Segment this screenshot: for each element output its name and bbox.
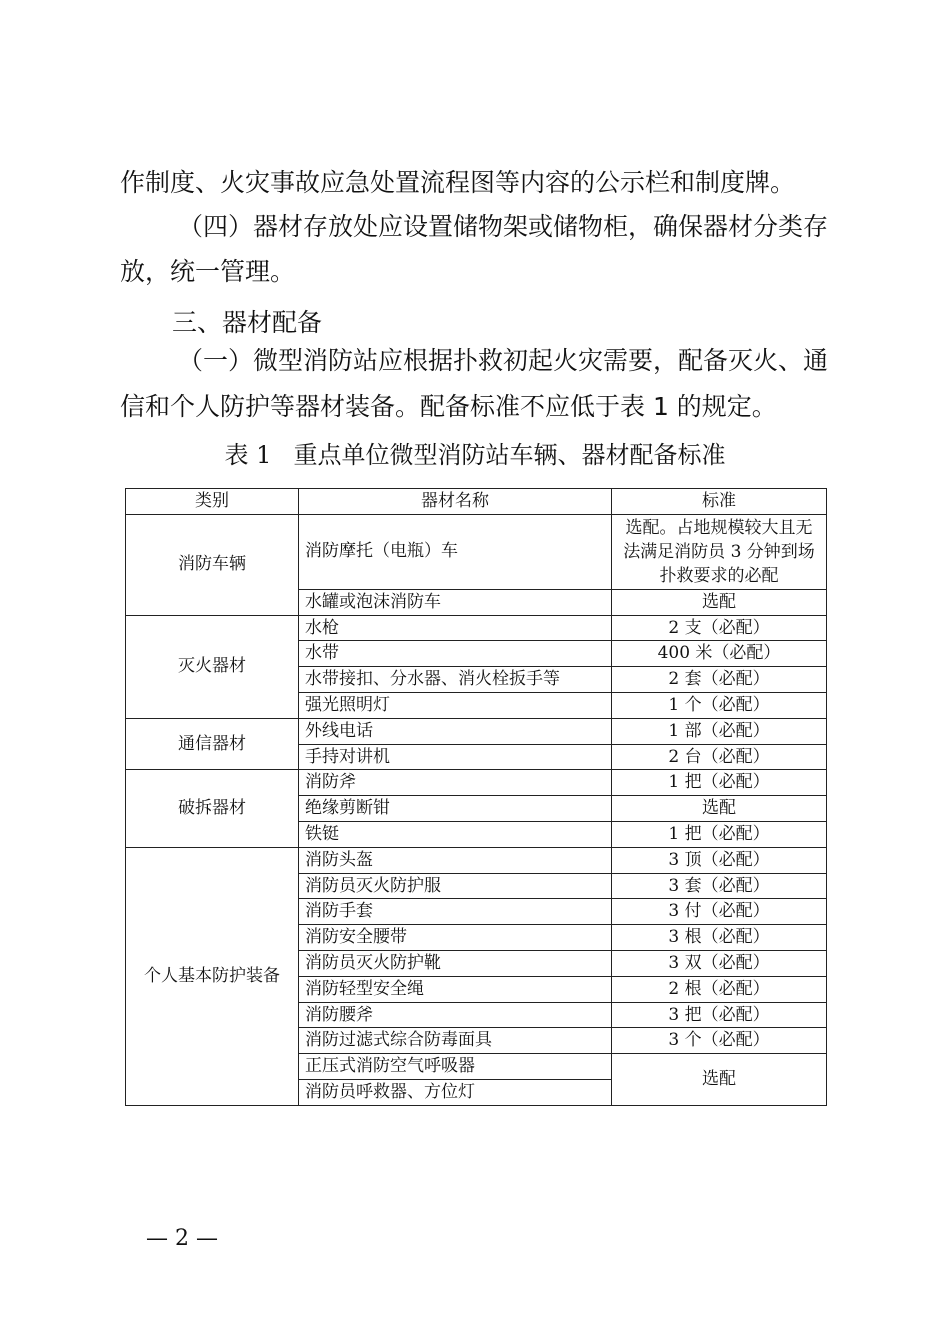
standard-cell: 1 把（必配） [612, 821, 827, 847]
item-cell: 水带 [299, 641, 612, 667]
standard-cell: 1 把（必配） [612, 770, 827, 796]
standard-cell: 3 个（必配） [612, 1028, 827, 1054]
category-cell: 消防车辆 [126, 514, 299, 615]
table-row [126, 615, 827, 641]
category-cell: 灭火器材 [126, 615, 299, 718]
equipment-table [125, 488, 827, 1106]
header-standard: 标准 [612, 489, 827, 515]
item-cell: 消防摩托（电瓶）车 [299, 514, 612, 589]
table-row [126, 514, 827, 589]
item-cell: 水枪 [299, 615, 612, 641]
paragraph-4: （一）微型消防站应根据扑救初起火灾需要，配备灭火、通 [178, 346, 829, 375]
standard-cell: 400 米（必配） [612, 641, 827, 667]
paragraph-1: 作制度、火灾事故应急处置流程图等内容的公示栏和制度牌。 [120, 168, 796, 197]
standard-cell: 3 根（必配） [612, 925, 827, 951]
standard-cell: 2 台（必配） [612, 744, 827, 770]
table-row [126, 847, 827, 873]
header-item: 器材名称 [299, 489, 612, 515]
paragraph-5: 信和个人防护等器材装备。配备标准不应低于表 1 的规定。 [120, 392, 777, 421]
page-number: — 2 — [146, 1226, 218, 1251]
item-cell: 消防员呼救器、方位灯 [299, 1079, 612, 1105]
category-cell: 个人基本防护装备 [126, 847, 299, 1105]
standard-cell: 选配。占地规模较大且无法满足消防员 3 分钟到场扑救要求的必配 [612, 514, 827, 589]
table-caption-title: 重点单位微型消防站车辆、器材配备标准 [293, 441, 726, 469]
item-cell: 外线电话 [299, 718, 612, 744]
item-cell: 强光照明灯 [299, 692, 612, 718]
item-cell: 正压式消防空气呼吸器 [299, 1054, 612, 1080]
standard-cell: 1 个（必配） [612, 692, 827, 718]
item-cell: 绝缘剪断钳 [299, 796, 612, 822]
standard-cell: 3 双（必配） [612, 950, 827, 976]
item-cell: 消防员灭火防护服 [299, 873, 612, 899]
item-cell: 消防安全腰带 [299, 925, 612, 951]
item-cell: 手持对讲机 [299, 744, 612, 770]
header-category: 类别 [126, 489, 299, 515]
standard-cell: 选配 [612, 796, 827, 822]
standard-cell: 选配 [612, 589, 827, 615]
standard-cell: 2 根（必配） [612, 976, 827, 1002]
item-cell: 水带接扣、分水器、消火栓扳手等 [299, 667, 612, 693]
item-cell: 消防斧 [299, 770, 612, 796]
item-cell: 消防手套 [299, 899, 612, 925]
item-cell: 水罐或泡沫消防车 [299, 589, 612, 615]
table-header-row [126, 489, 827, 515]
item-cell: 消防腰斧 [299, 1002, 612, 1028]
table-caption [0, 440, 950, 470]
table-row [126, 770, 827, 796]
standard-cell: 2 支（必配） [612, 615, 827, 641]
paragraph-2: （四）器材存放处应设置储物架或储物柜，确保器材分类存 [178, 212, 829, 241]
category-cell: 破拆器材 [126, 770, 299, 847]
standard-cell: 2 套（必配） [612, 667, 827, 693]
standard-cell: 3 把（必配） [612, 1002, 827, 1028]
table-row [126, 718, 827, 744]
item-cell: 消防头盔 [299, 847, 612, 873]
item-cell: 消防轻型安全绳 [299, 976, 612, 1002]
table-caption-number: 表 1 [224, 441, 272, 469]
standard-cell: 3 顶（必配） [612, 847, 827, 873]
category-cell: 通信器材 [126, 718, 299, 770]
standard-cell: 3 付（必配） [612, 899, 827, 925]
standard-cell: 选配 [612, 1054, 827, 1106]
section-heading: 三、器材配备 [172, 308, 323, 337]
item-cell: 消防过滤式综合防毒面具 [299, 1028, 612, 1054]
paragraph-3: 放，统一管理。 [120, 257, 296, 286]
standard-cell: 3 套（必配） [612, 873, 827, 899]
item-cell: 消防员灭火防护靴 [299, 950, 612, 976]
item-cell: 铁铤 [299, 821, 612, 847]
standard-cell: 1 部（必配） [612, 718, 827, 744]
